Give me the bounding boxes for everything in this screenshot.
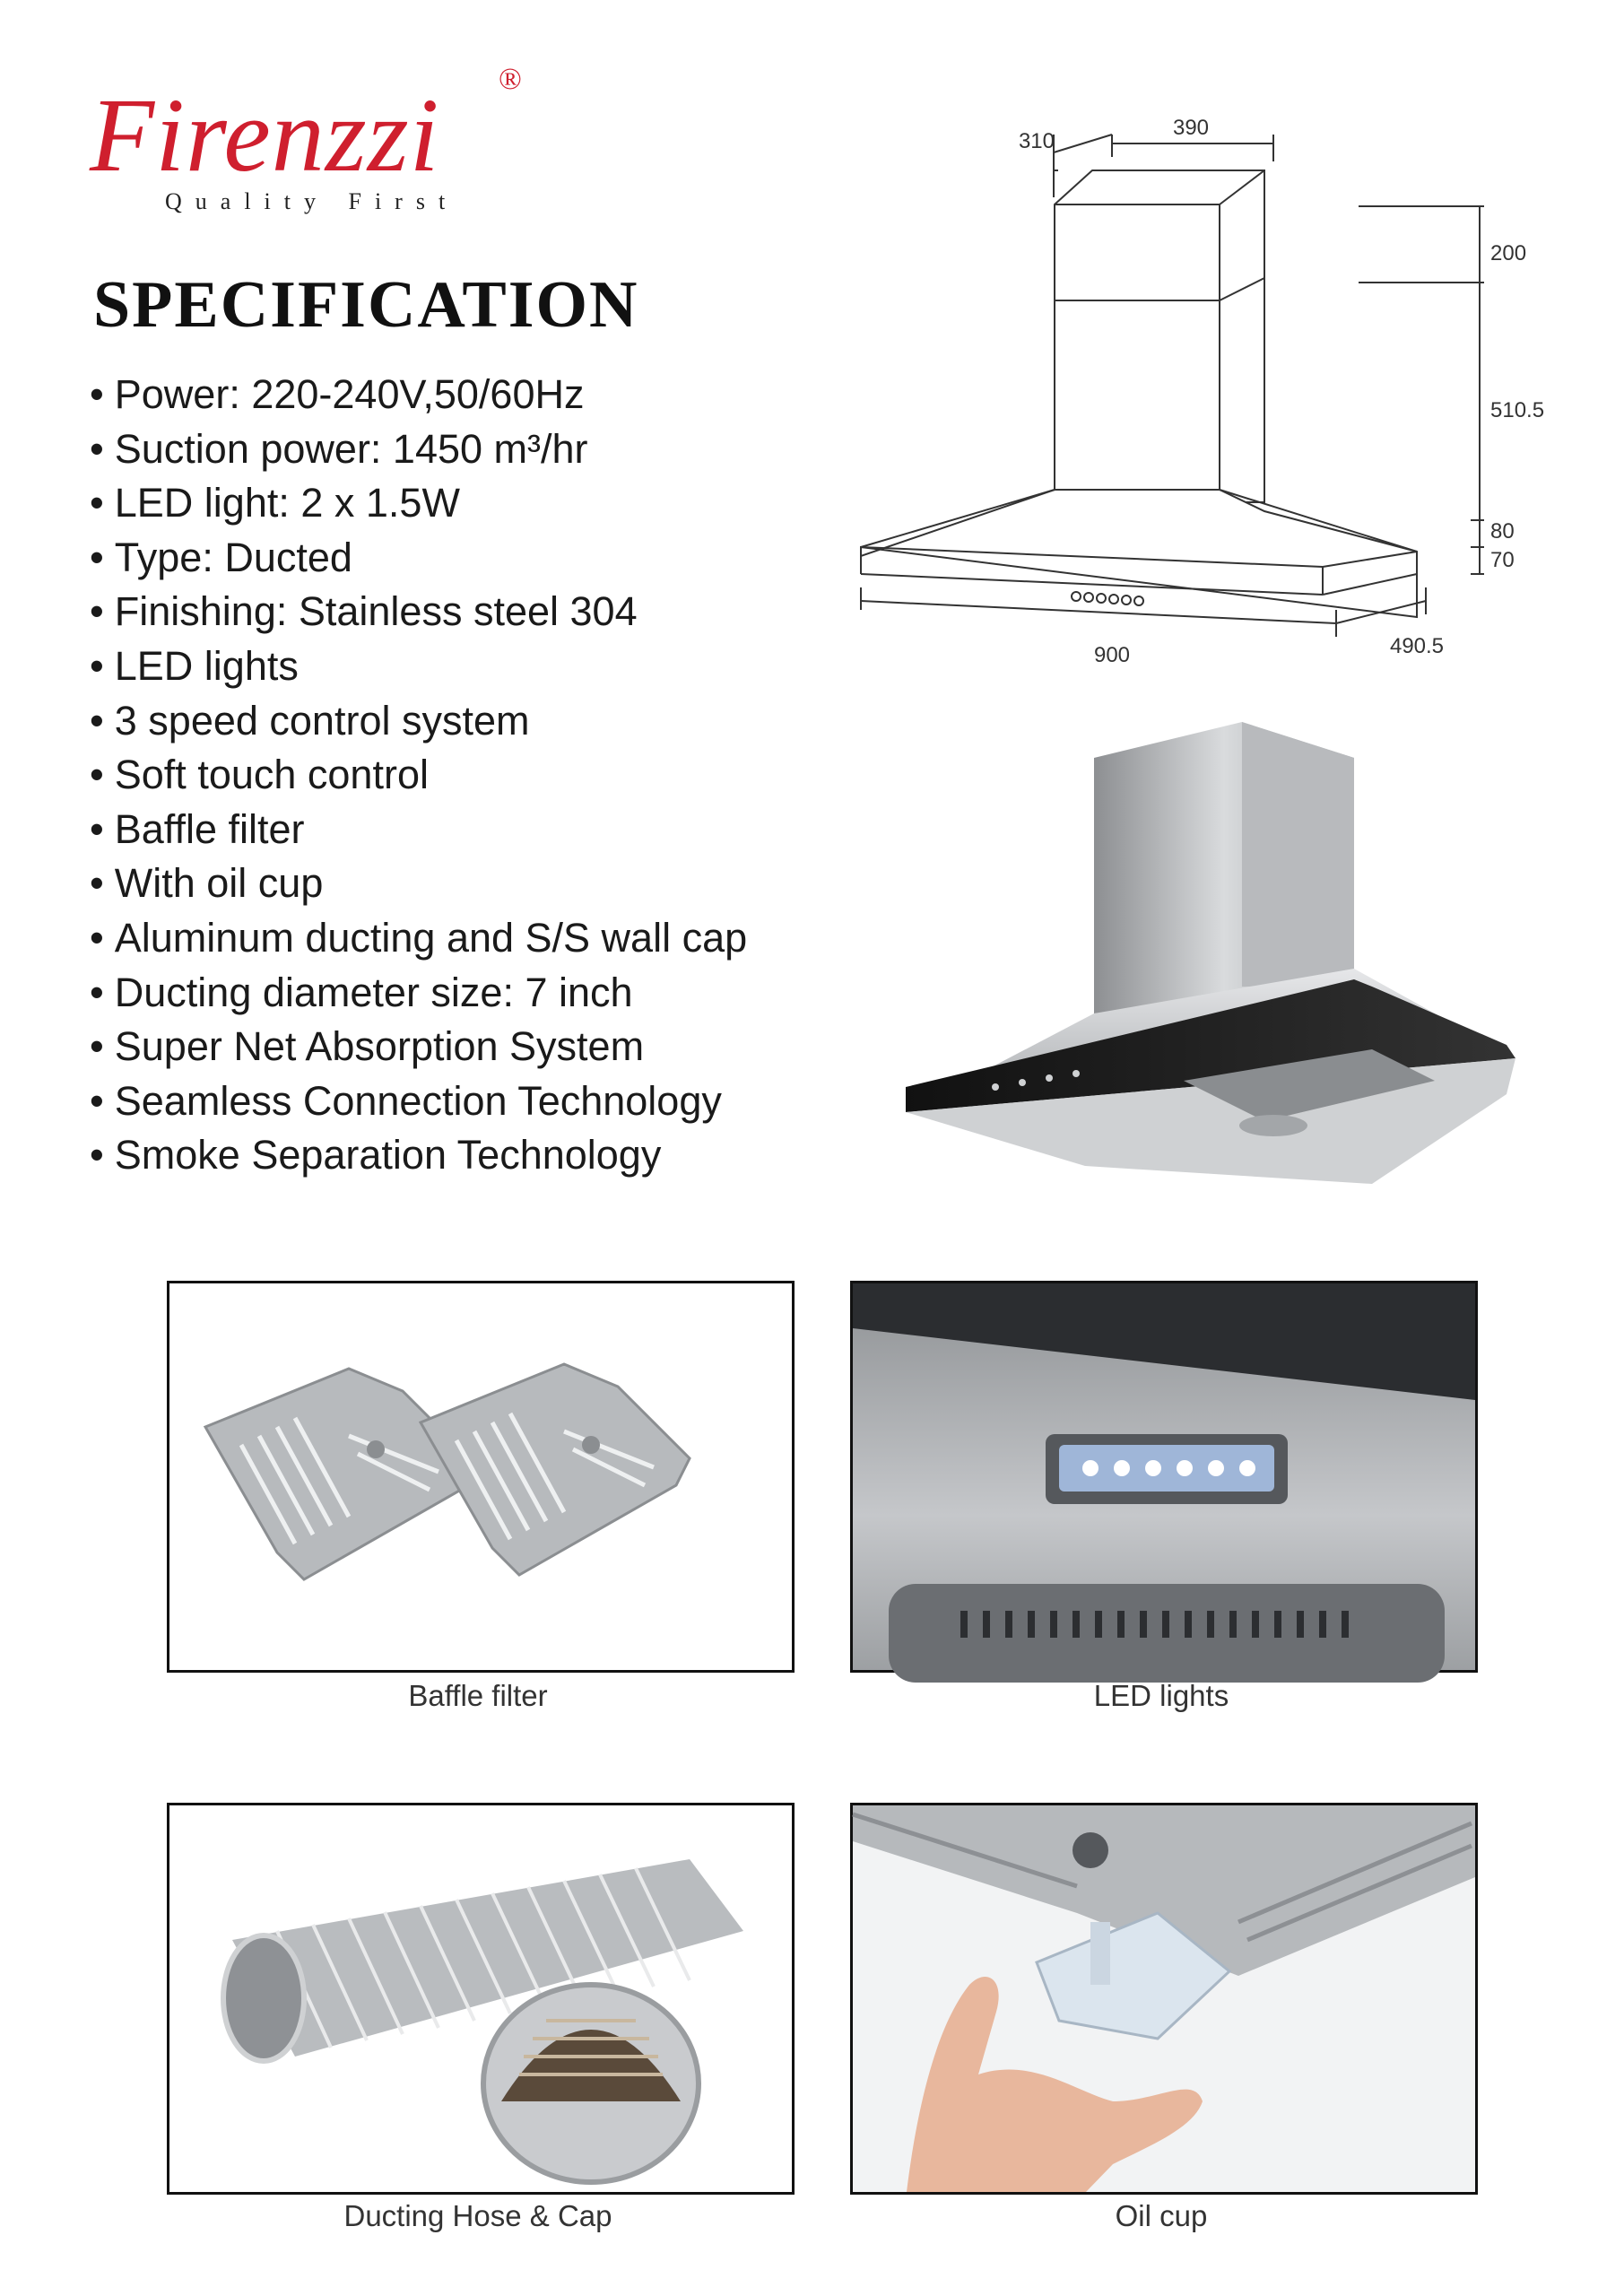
ducting-hose-photo [167,1803,795,2195]
spec-item: • With oil cup [90,857,897,911]
spec-item: • Aluminum ducting and S/S wall cap [90,911,897,966]
spec-item: • LED light: 2 x 1.5W [90,476,897,531]
spec-item: • Baffle filter [90,803,897,857]
spec-item: • Suction power: 1450 m³/hr [90,422,897,477]
caption-baffle-filter: Baffle filter [408,1679,548,1712]
spec-item: • Seamless Connection Technology [90,1074,897,1129]
range-hood-photo [888,718,1515,1193]
spec-item: • 3 speed control system [90,694,897,749]
dim-width: 900 [1093,643,1131,667]
dim-top-section: 200 [1490,241,1527,265]
spec-item: • Ducting diameter size: 7 inch [90,966,897,1021]
dim-chimney-width: 390 [1172,116,1210,140]
spec-item: • Super Net Absorption System [90,1020,897,1074]
dim-hood-upper: 80 [1490,519,1515,544]
oil-cup-photo [850,1803,1478,2195]
dim-chimney-height: 510.5 [1490,398,1545,422]
registered-mark: ® [499,63,522,96]
spec-item: • LED lights [90,639,897,694]
page-title: SPECIFICATION [93,268,639,342]
dim-hood-lower: 70 [1490,548,1515,572]
brand-name: Firenzzi [90,76,440,194]
spec-item: • Power: 220-240V,50/60Hz [90,368,897,422]
baffle-filter-photo [167,1281,795,1673]
spec-item: • Smoke Separation Technology [90,1128,897,1183]
spec-item: • Finishing: Stainless steel 304 [90,585,897,639]
caption-oil-cup: Oil cup [1115,2199,1208,2232]
caption-ducting-hose: Ducting Hose & Cap [343,2199,612,2232]
brand-tagline: Quality First [165,188,459,214]
spec-item: • Soft touch control [90,748,897,803]
caption-led-lights: LED lights [1093,1679,1229,1712]
led-lights-photo [850,1281,1478,1673]
spec-item: • Type: Ducted [90,531,897,586]
dimension-diagram [843,99,1545,691]
dim-depth: 490.5 [1389,634,1445,658]
dim-chimney-depth: 310 [1018,129,1055,153]
spec-list [90,368,897,1183]
